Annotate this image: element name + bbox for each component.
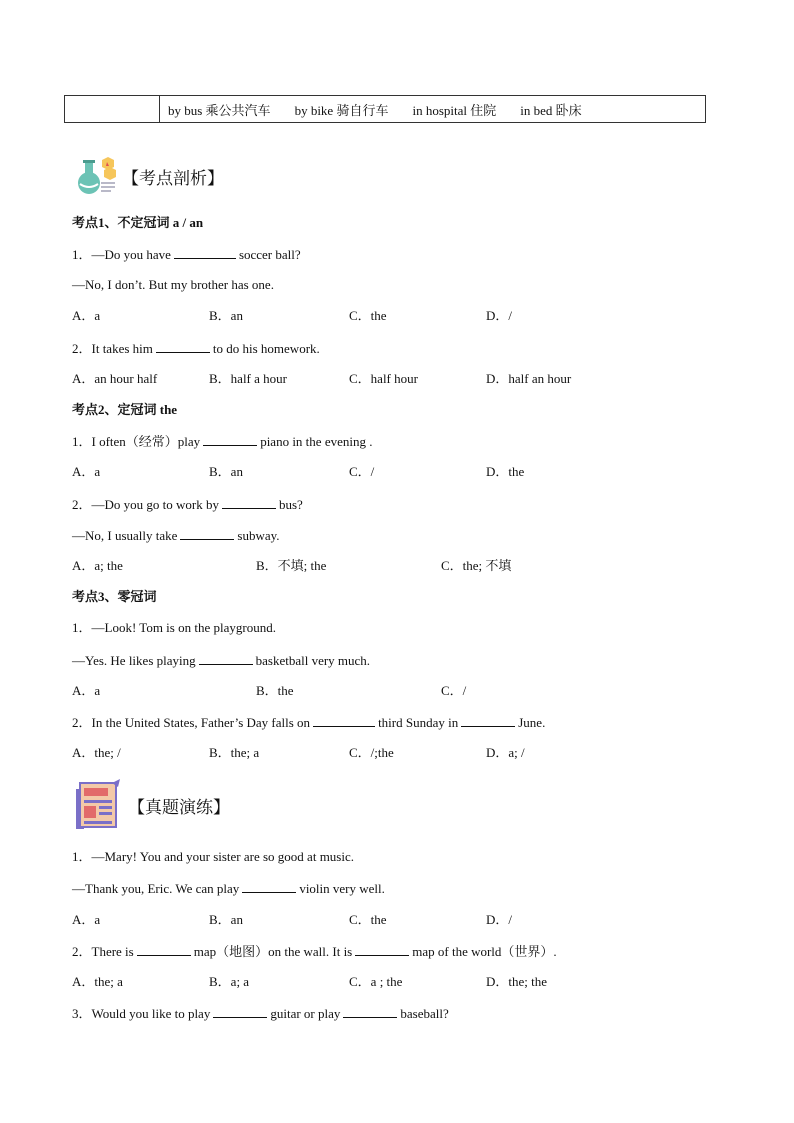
answer-blank[interactable] [180,527,234,540]
option-b[interactable]: B．不填; the [256,558,327,573]
option-b[interactable]: B．an [209,464,243,479]
question-text: basketball very much. [255,653,371,668]
kp1-q2-options [72,371,712,387]
option-d[interactable]: D．/ [486,308,513,323]
option-c[interactable]: C．/;the [349,745,394,760]
kp1-q1 [72,246,301,263]
question-text: 2．There is [72,944,134,959]
practice-q3 [72,1005,449,1022]
option-c[interactable]: C．half hour [349,371,418,386]
practice-q1: 1．—Mary! You and your sister are so good at music. [72,849,354,864]
kp1-q2 [72,340,320,357]
question-text: —Thank you, Eric. We can play [72,881,240,896]
option-d[interactable]: D．a; / [486,745,525,760]
question-text: violin very well. [299,881,385,896]
option-c[interactable]: C．a ; the [349,974,403,989]
kp2-q1-options [72,464,712,480]
kp1-q1-options [72,308,712,324]
kp1-heading: 考点1、不定冠词 a / an [72,215,204,230]
vocab-item: in hospital 住院 [412,102,497,118]
option-a[interactable]: A．a; the [72,558,123,573]
flask-icon [74,156,118,196]
answer-blank[interactable] [313,714,375,727]
kp2-q2 [72,496,303,513]
vocab-table-cell [160,96,705,122]
answer-blank[interactable] [222,496,276,509]
option-d[interactable]: D．half an hour [486,371,572,386]
option-c[interactable]: C．the; 不填 [441,558,512,573]
section-title: 【真题演练】 [128,797,230,818]
kp2-q1 [72,433,372,450]
question-text: 1．I often（经常）play [72,434,201,449]
practice-q2-options [72,974,712,990]
kp3-heading: 考点3、零冠词 [72,589,157,604]
kp3-q2-options [72,745,712,761]
document-icon [74,779,124,831]
section-header-practice [74,779,230,831]
question-text: piano in the evening . [260,434,373,449]
question-text: guitar or play [270,1006,341,1021]
kp2-q2-options [72,558,712,574]
kp3-q1-reply [72,652,370,669]
answer-blank[interactable] [355,943,409,956]
option-c[interactable]: C．the [349,912,387,927]
option-c[interactable]: C．/ [441,683,467,698]
question-text: —Yes. He likes playing [72,653,196,668]
kp2-heading: 考点2、定冠词 the [72,402,178,417]
question-text: bus? [278,497,303,512]
kp3-q2 [72,714,545,731]
vocab-item: by bus 乘公共汽车 [168,102,271,118]
option-d[interactable]: D．the [486,464,525,479]
option-a[interactable]: A．the; / [72,745,121,760]
answer-blank[interactable] [199,652,253,665]
answer-blank[interactable] [156,340,210,353]
option-c[interactable]: C．/ [349,464,375,479]
kp3-q1-options [72,683,712,699]
question-text: map of the world（世界）. [412,944,557,959]
answer-blank[interactable] [203,433,257,446]
question-text: to do his homework. [212,341,320,356]
kp2-q2-reply [72,527,280,544]
option-a[interactable]: A．a [72,683,101,698]
option-a[interactable]: A．a [72,912,101,927]
question-text: 1．—Do you have [72,247,171,262]
vocab-item: in bed 卧床 [520,102,582,118]
question-text: June. [518,715,546,730]
section-title: 【考点剖析】 [122,168,224,189]
option-b[interactable]: B．half a hour [209,371,287,386]
option-a[interactable]: A．an hour half [72,371,158,386]
option-b[interactable]: B．a; a [209,974,250,989]
answer-blank[interactable] [213,1005,267,1018]
option-a[interactable]: A．the; a [72,974,123,989]
question-text: —No, I usually take [72,528,178,543]
option-d[interactable]: D．the; the [486,974,548,989]
vocab-table [64,95,706,123]
question-text: subway. [237,528,280,543]
answer-blank[interactable] [242,880,296,893]
question-text: baseball? [400,1006,449,1021]
answer-blank[interactable] [343,1005,397,1018]
option-d[interactable]: D．/ [486,912,513,927]
vocab-table-empty-cell [65,96,160,122]
option-b[interactable]: B．an [209,912,243,927]
question-text: soccer ball? [238,247,301,262]
kp1-q1-reply: —No, I don’t. But my brother has one. [72,277,274,292]
question-text: 2．In the United States, Father’s Day falls on [72,715,311,730]
option-b[interactable]: B．the; a [209,745,260,760]
practice-q1-options [72,912,712,928]
question-text: 3．Would you like to play [72,1006,211,1021]
question-text: third Sunday in [378,715,459,730]
option-a[interactable]: A．a [72,308,101,323]
kp3-q1: 1．—Look! Tom is on the playground. [72,620,276,635]
question-text: map（地图）on the wall. It is [193,944,353,959]
option-c[interactable]: C．the [349,308,387,323]
answer-blank[interactable] [461,714,515,727]
question-text: 2．It takes him [72,341,153,356]
option-a[interactable]: A．a [72,464,101,479]
answer-blank[interactable] [137,943,191,956]
question-text: 2．—Do you go to work by [72,497,219,512]
section-header-analysis [74,156,224,196]
practice-q2 [72,943,557,960]
practice-q1-reply [72,880,385,897]
option-b[interactable]: B．an [209,308,243,323]
answer-blank[interactable] [174,246,236,259]
vocab-item: by bike 骑自行车 [294,102,389,118]
option-b[interactable]: B．the [256,683,294,698]
